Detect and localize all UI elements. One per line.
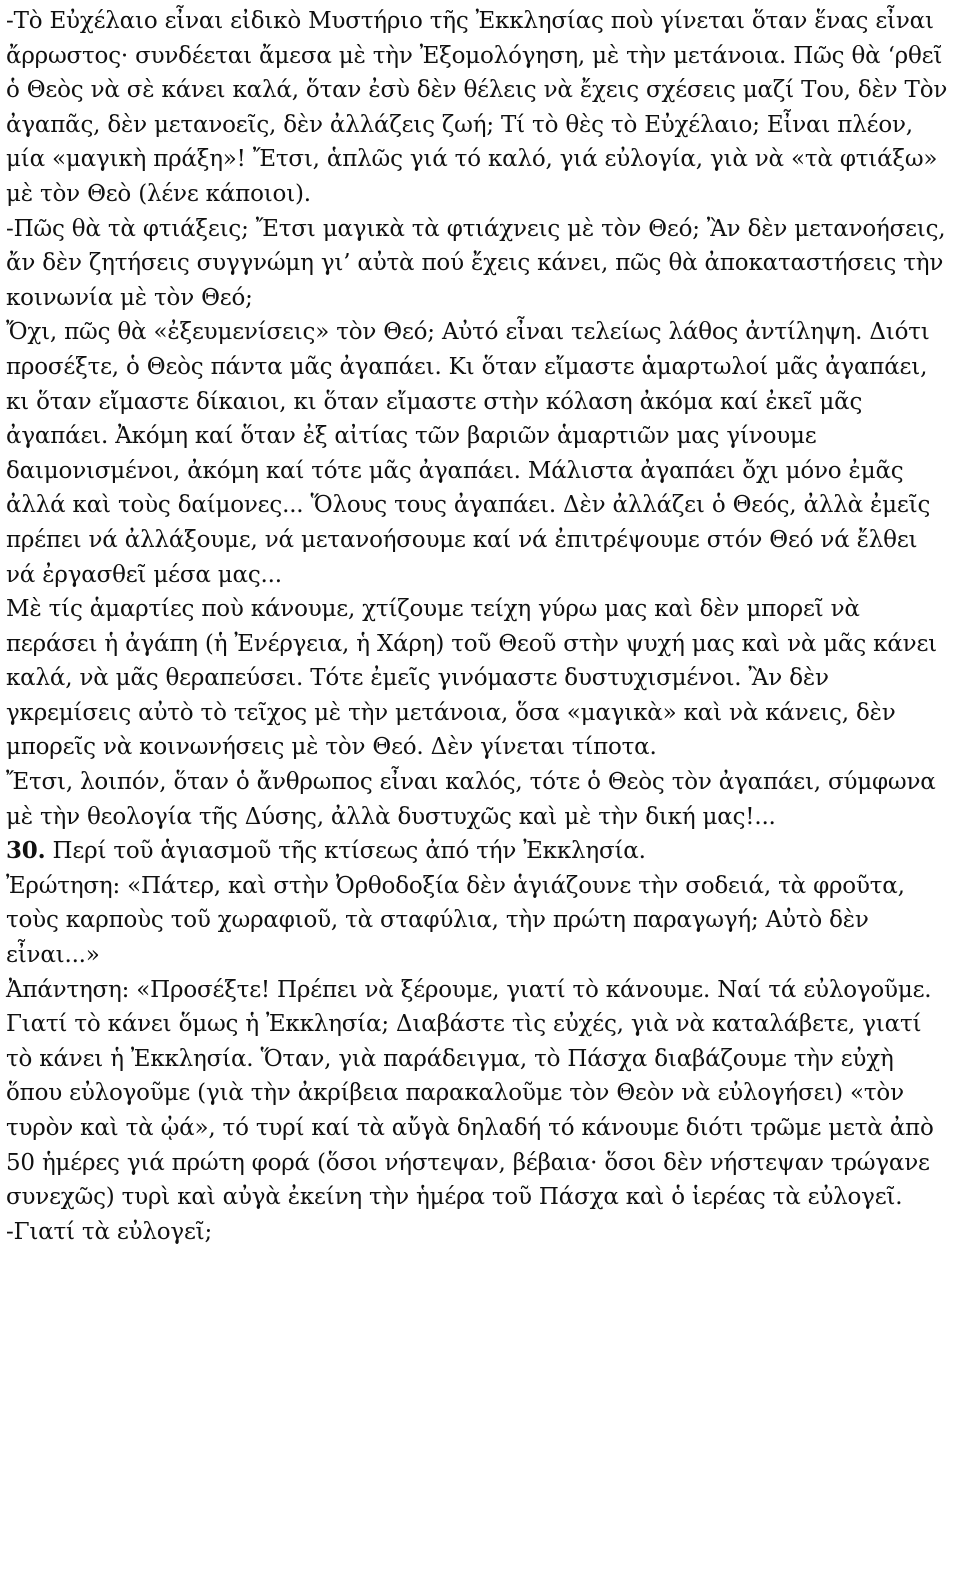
paragraph-sins-walls: Μὲ τίς ἁμαρτίες ποὺ κάνουμε, χτίζουμε τείχη γύρω μας καὶ δὲν μπορεῖ νὰ περάσει ἡ ἀγάπη (ἡ Ἐνέργεια, ἡ Χάρη) τοῦ Θεοῦ στὴν ψυχή μας καὶ νὰ μᾶς κάνει καλά, νὰ μᾶς θεραπεύσει. Τότε ἐμεῖς γινόμαστε δυστυχισμένοι. Ἂν δὲν γκρεμίσεις αὐτὸ τὸ τεῖχος μὲ τὴν μετάνοια, ὅσα «μαγικὰ» καὶ νὰ κάνεις, δὲν μπορεῖς νὰ κοινωνήσεις μὲ τὸν Θεό. Δὲν γίνεται τίποτα. [6,596,938,761]
section-heading [6,834,952,869]
paragraph-how-fix: -Πῶς θὰ τὰ φτιάξεις; Ἔτσι μαγικὰ τὰ φτιάχνεις μὲ τὸν Θεό; Ἂν δὲν μετανοήσεις, ἄν δὲν ζητήσεις συγγνώμη γι’ αὐτὰ πού ἔχεις κάνει, πῶς θὰ ἀποκαταστήσεις τὴν κοινωνία μὲ τὸν Θεό; [6,215,946,311]
paragraph-why-bless: -Γιατί τὰ εὐλογεῖ; [6,1218,213,1245]
section-number: 30. [6,837,46,865]
section-title: Περί τοῦ ἁγιασμοῦ τῆς κτίσεως ἀπό τήν Ἐκκλησία. [52,838,646,865]
paragraph-answer: Ἀπάντηση: «Προσέξτε! Πρέπει νὰ ξέρουμε, γιατί τὸ κάνουμε. Ναί τά εὐλογοῦμε. Γιατί τὸ κάνει ὅμως ἡ Ἐκκλησία; Διαβάστε τὶς εὐχές, γιὰ νὰ καταλάβετε, γιατί τὸ κάνει ἡ Ἐκκλησία. Ὅταν, γιὰ παράδειγμα, τὸ Πάσχα διαβάζουμε τὴν εὐχὴ ὅπου εὐλογοῦμε (γιὰ τὴν ἀκρίβεια παρακαλοῦμε τὸν Θεὸν νὰ εὐλογήσει) «τὸν τυρὸν καὶ τὰ ᾠά», τό τυρί καί τὰ αὔγὰ δηλαδή τό κάνουμε διότι τρῶμε μετὰ ἀπὸ 50 ἡμέρες γιά πρώτη φορά (ὅσοι νήστεψαν, βέβαια· ὅσοι δὲν νήστεψαν τρώγανε συνεχῶς) τυρὶ καὶ αὐγὰ ἐκείνη τὴν ἡμέρα τοῦ Πάσχα καὶ ὁ ἱερέας τὰ εὐλογεῖ. [6,976,934,1211]
paragraph-question: Ἐρώτηση: «Πάτερ, καὶ στὴν Ὀρθοδοξία δὲν ἁγιάζουνε τὴν σοδειά, τὰ φροῦτα, τοὺς καρποὺς τοῦ χωραφιοῦ, τὰ σταφύλια, τὴν πρώτη παραγωγή; Αὐτὸ δὲν εἶναι...» [6,872,905,969]
paragraph-unction: -Τὸ Εὐχέλαιο εἶναι εἰδικὸ Μυστήριο τῆς Ἐκκλησίας ποὺ γίνεται ὅταν ἕνας εἶναι ἄρρωστος· συνδέεται ἄμεσα μὲ τὴν Ἐξομολόγηση, μὲ τὴν μετάνοια. Πῶς θὰ ‘ρθεῖ ὁ Θεὸς νὰ σὲ κάνει καλά, ὅταν ἐσὺ δὲν θέλεις νὰ ἔχεις σχέσεις μαζί Του, δὲν Τὸν ἀγαπᾶς, δὲν μετανοεῖς, δὲν ἀλλάζεις ζωή; Τί τὸ θὲς τὸ Εὐχέλαιο; Εἶναι πλέον, μία «μαγικὴ πράξη»! Ἔτσι, ἁπλῶς γιά τό καλό, γιά εὐλογία, γιὰ νὰ «τὰ φτιάξω» μὲ τὸν Θεὸ (λένε κάποιοι). [6,8,948,207]
paragraph-western-theology: Ἔτσι, λοιπόν, ὅταν ὁ ἄνθρωπος εἶναι καλός, τότε ὁ Θεὸς τὸν ἀγαπάει, σύμφωνα μὲ τὴν θεολογία τῆς Δύσης, ἀλλὰ δυστυχῶς καὶ μὲ τὴν δική μας!... [6,769,936,830]
paragraph-god-loves: Ὄχι, πῶς θὰ «ἐξευμενίσεις» τὸν Θεό; Αὐτό εἶναι τελείως λάθος ἀντίληψη. Διότι προσέξτε, ὁ Θεὸς πάντα μᾶς ἀγαπάει. Κι ὅταν εἴμαστε ἁμαρτωλοί μᾶς ἀγαπάει, κι ὅταν εἴμαστε δίκαιοι, κι ὅταν εἴμαστε στὴν κόλαση ἀκόμα καί ἐκεῖ μᾶς ἀγαπάει. Ἀκόμη καί ὅταν ἐξ αἰτίας τῶν βαριῶν ἁμαρτιῶν μας γίνουμε δαιμονισμένοι, ἀκόμη καί τότε μᾶς ἀγαπάει. Μάλιστα ἀγαπάει ὄχι μόνο ἐμᾶς ἀλλά καὶ τοὺς δαίμονες... Ὅλους τους ἀγαπάει. Δὲν ἀλλάζει ὁ Θεός, ἀλλὰ ἐμεῖς πρέπει νά ἀλλάξουμε, νά μετανοήσουμε καί νά ἐπιτρέψουμε στόν Θεό νά ἔλθει νά ἐργασθεῖ μέσα μας... [6,319,931,588]
